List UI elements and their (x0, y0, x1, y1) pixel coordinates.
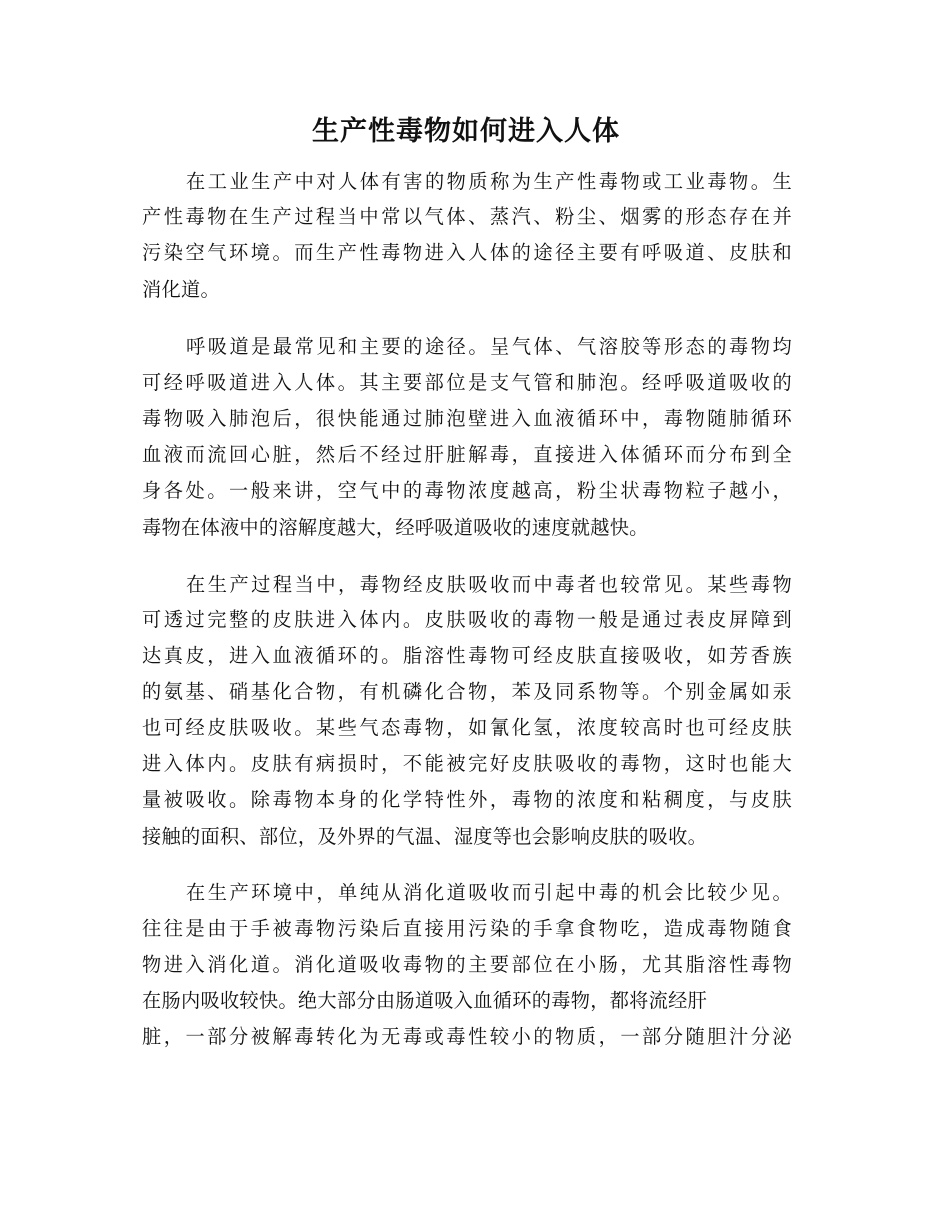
page-title: 生产性毒物如何进入人体 (312, 116, 620, 147)
paragraph-3-line-3: 达真皮，进入血液循环的。脂溶性毒物可经皮肤直接吸收，如芳香族 (142, 644, 792, 667)
paragraph-1-line-2: 产性毒物在生产过程当中常以气体、蒸汽、粉尘、烟雾的形态存在并 (142, 205, 792, 228)
paragraph-2-line-3: 毒物吸入肺泡后，很快能通过肺泡壁进入血液循环中，毒物随肺循环 (142, 407, 792, 430)
paragraph-3-line-6: 进入体内。皮肤有病损时，不能被完好皮肤吸收的毒物，这时也能大 (142, 752, 792, 775)
paragraph-4-line-1: 在生产环境中，单纯从消化道吸收而引起中毒的机会比较少见。 (186, 881, 792, 904)
paragraph-3-line-5: 也可经皮肤吸收。某些气态毒物，如氰化氢，浓度较高时也可经皮肤 (142, 716, 792, 739)
paragraph-3-line-4: 的氨基、硝基化合物，有机磷化合物，苯及同系物等。个别金属如汞 (142, 680, 792, 703)
paragraph-4-line-5: 脏，一部分被解毒转化为无毒或毒性较小的物质，一部分随胆汁分泌 (142, 1025, 792, 1048)
paragraph-2-line-1: 呼吸道是最常见和主要的途径。呈气体、气溶胶等形态的毒物均 (186, 335, 792, 358)
paragraph-3-line-7: 量被吸收。除毒物本身的化学特性外，毒物的浓度和粘稠度，与皮肤 (142, 788, 792, 811)
paragraph-3-line-1: 在生产过程当中，毒物经皮肤吸收而中毒者也较常见。某些毒物 (186, 573, 792, 596)
paragraph-1-line-1: 在工业生产中对人体有害的物质称为生产性毒物或工业毒物。生 (186, 170, 792, 193)
paragraph-3-line-2: 可透过完整的皮肤进入体内。皮肤吸收的毒物一般是通过表皮屏障到 (142, 608, 792, 631)
paragraph-2-line-2: 可经呼吸道进入人体。其主要部位是支气管和肺泡。经呼吸道吸收的 (142, 371, 792, 394)
paragraph-4-line-2: 往往是由于手被毒物污染后直接用污染的手拿食物吃，造成毒物随食 (142, 917, 792, 940)
paragraph-1-line-3: 污染空气环境。而生产性毒物进入人体的途径主要有呼吸道、皮肤和 (142, 241, 792, 264)
paragraph-2-line-4: 血液而流回心脏，然后不经过肝脏解毒，直接进入体循环而分布到全 (142, 443, 792, 466)
paragraph-4-line-4: 在肠内吸收较快。绝大部分由肠道吸入血循环的毒物，都将流经肝 (142, 989, 708, 1012)
paragraph-2-line-6: 毒物在体液中的溶解度越大，经呼吸道吸收的速度就越快。 (142, 516, 649, 539)
paragraph-1-line-4: 消化道。 (142, 278, 220, 301)
paragraph-4-line-3: 物进入消化道。消化道吸收毒物的主要部位在小肠，尤其脂溶性毒物 (142, 953, 792, 976)
paragraph-3-line-8: 接触的面积、部位，及外界的气温、湿度等也会影响皮肤的吸收。 (142, 825, 708, 848)
paragraph-2-line-5: 身各处。一般来讲，空气中的毒物浓度越高，粉尘状毒物粒子越小， (142, 479, 792, 502)
